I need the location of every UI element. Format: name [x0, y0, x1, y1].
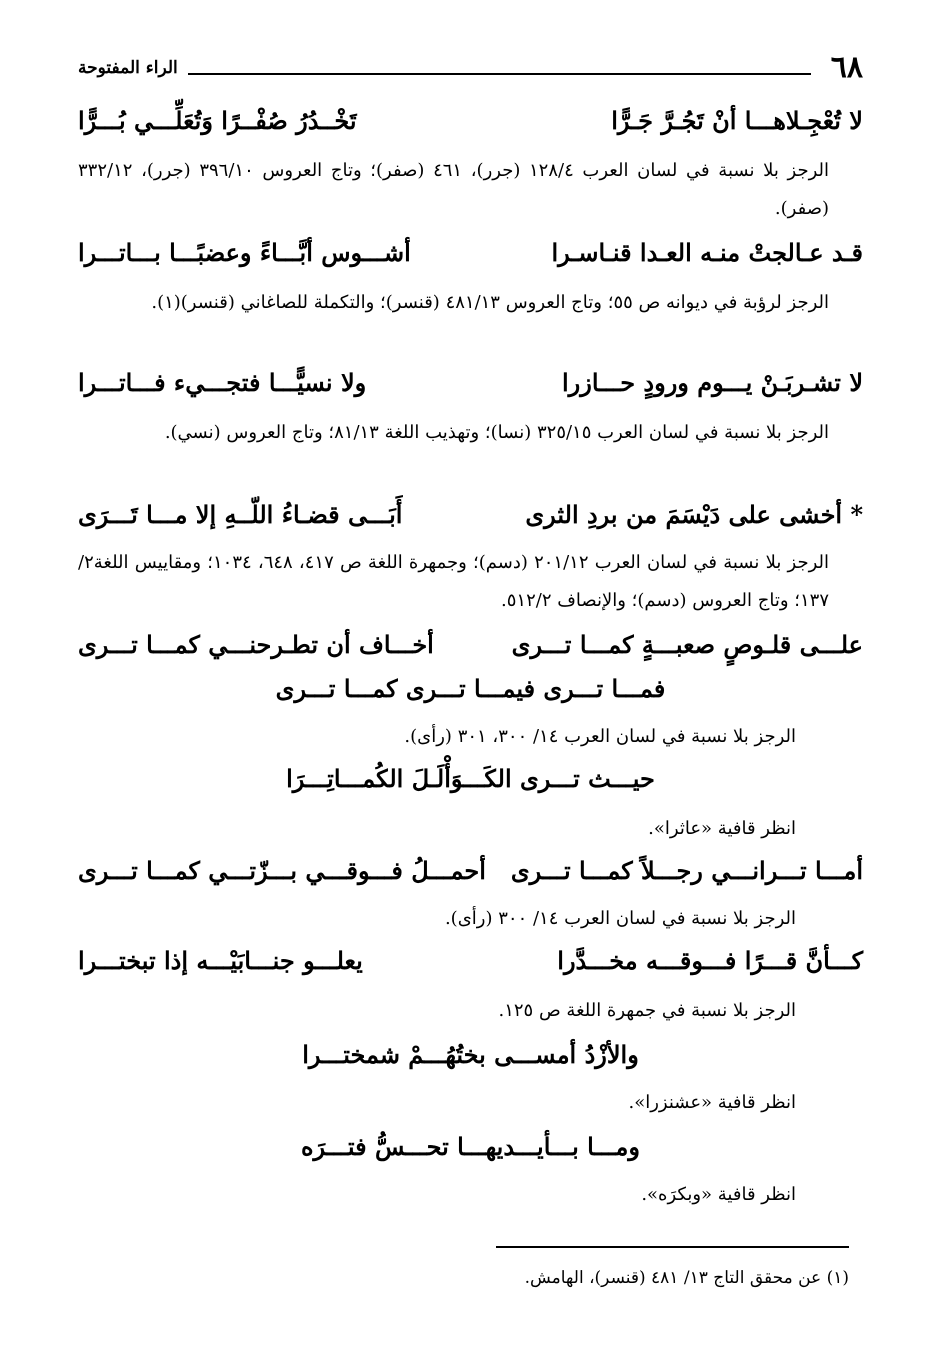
verse-second-hemistich: أحمـــلُ فـــوقـــي بـــزّتـــي كمـــا تـــرى: [78, 856, 486, 885]
verse-first-hemistich: كـــأنَّ قـــرًا فـــوقـــه مخـــدَّرا: [557, 946, 863, 975]
citation-note: الرجز بلا نسبة في لسان العرب ١٢٨/٤ (جرر)، ٤٦١ (صفر)؛ وتاج العروس ٣٩٦/١٠ (جرر)، ٣٣٢/١٢ (صفر).: [78, 160, 830, 219]
citation-note: الرجز بلا نسبة في لسان العرب ١٤/ ٣٠٠، ٣٠١ (رأى).: [404, 726, 796, 747]
section-title: الراء المفتوحة: [78, 58, 178, 78]
single-verse: حيـــث تـــرى الكَـــوَأْلَـلَ الكُمـــاتِـــرَا: [286, 764, 655, 793]
verse-first-hemistich: علـــى قلـوصٍ صعبـــةٍ كمـــا تـــرى: [511, 630, 863, 659]
header-rule: [188, 73, 811, 75]
verse-continuation: فمـــا تـــرى فيمـــا تـــرى كمـــا تـــرى: [275, 674, 666, 703]
single-verse: والأزْدُ أمســـى بختُهُـــمْ شمختـــرا: [302, 1040, 639, 1069]
cross-reference-note: انظر قافية «عاثرا».: [648, 818, 796, 839]
verse-second-hemistich: تَخْــدُرُ صُفْــرًا وَتُعَلِّـــي بُـــرًّا: [78, 106, 357, 135]
footnote: (١) عن محقق التاج ١٣/ ٤٨١ (قنسر)، الهامش.: [524, 1268, 849, 1288]
verse-second-hemistich: أَبَـــى قضـاءُ اللّــهِ إلا مـــا تَـــرَى: [78, 500, 403, 529]
verse-first-hemistich: أمـــا تـــرانـــي رجـــلاً كمـــا تـــرى: [510, 856, 863, 885]
citation-note: الرجز بلا نسبة في لسان العرب ٢٠١/١٢ (دسم)؛ وجمهرة اللغة ص ٤١٧، ٦٤٨، ١٠٣٤؛ ومقاييس اللغة٢/ ١٣٧؛ وتاج العروس (دسم)؛ والإنصاف ٥١٢/٢.: [78, 552, 830, 611]
footnote-rule: [496, 1246, 849, 1248]
citation-note: الرجز بلا نسبة في لسان العرب ١٤/ ٣٠٠ (رأى).: [444, 908, 796, 929]
single-verse: ومـــا بـــأيـــديهـــا تحـــسُّ فتـــرَه: [300, 1132, 640, 1161]
verse-first-hemistich: لا تشـربَـنْ يـــوم ورودٍ حـــازرا: [561, 368, 863, 397]
citation-text: الرجز لرؤبة في ديوانه ص ٥٥؛ وتاج العروس ٤٨١/١٣ (قنسر)؛ والتكملة للصاغاني (قنسر)(١).: [151, 292, 829, 313]
verse-first-hemistich: * أخشى على دَيْسَمَ من بردِ الثرى: [525, 500, 863, 529]
citation-note: [78, 284, 829, 322]
verse-first-hemistich: قـد عـالجتْ منـه العـدا قنـاسـرا: [551, 238, 863, 267]
citation-note: الرجز بلا نسبة في جمهرة اللغة ص ١٢٥.: [498, 1000, 796, 1021]
cross-reference-note: انظر قافية «عشنزرا».: [628, 1092, 796, 1113]
verse-second-hemistich: يعلـــو جنـــابَيْـــه إذا تبختـــرا: [78, 946, 363, 975]
page-number: ٦٨: [830, 50, 863, 85]
verse-first-hemistich: لا تُعْجِـلاهـــا أنْ تَجُـرَّ جَـرًّا: [611, 106, 863, 135]
verse-second-hemistich: ولا نسيًّـــا فتجـــيء فـــاتـــرا: [78, 368, 367, 397]
citation-note: الرجز بلا نسبة في لسان العرب ٣٢٥/١٥ (نسا)؛ وتهذيب اللغة ٨١/١٣؛ وتاج العروس (نسي).: [164, 422, 829, 443]
page-header: [78, 50, 863, 90]
verse-second-hemistich: أخـــاف أن تطـرحنـــي كمـــا تـــرى: [78, 630, 434, 659]
verse-second-hemistich: أشـــوس أبَّـــاءً وعضبًـــا بـــاتـــرا: [78, 238, 411, 267]
cross-reference-note: انظر قافية «وبكرَه».: [641, 1184, 796, 1205]
